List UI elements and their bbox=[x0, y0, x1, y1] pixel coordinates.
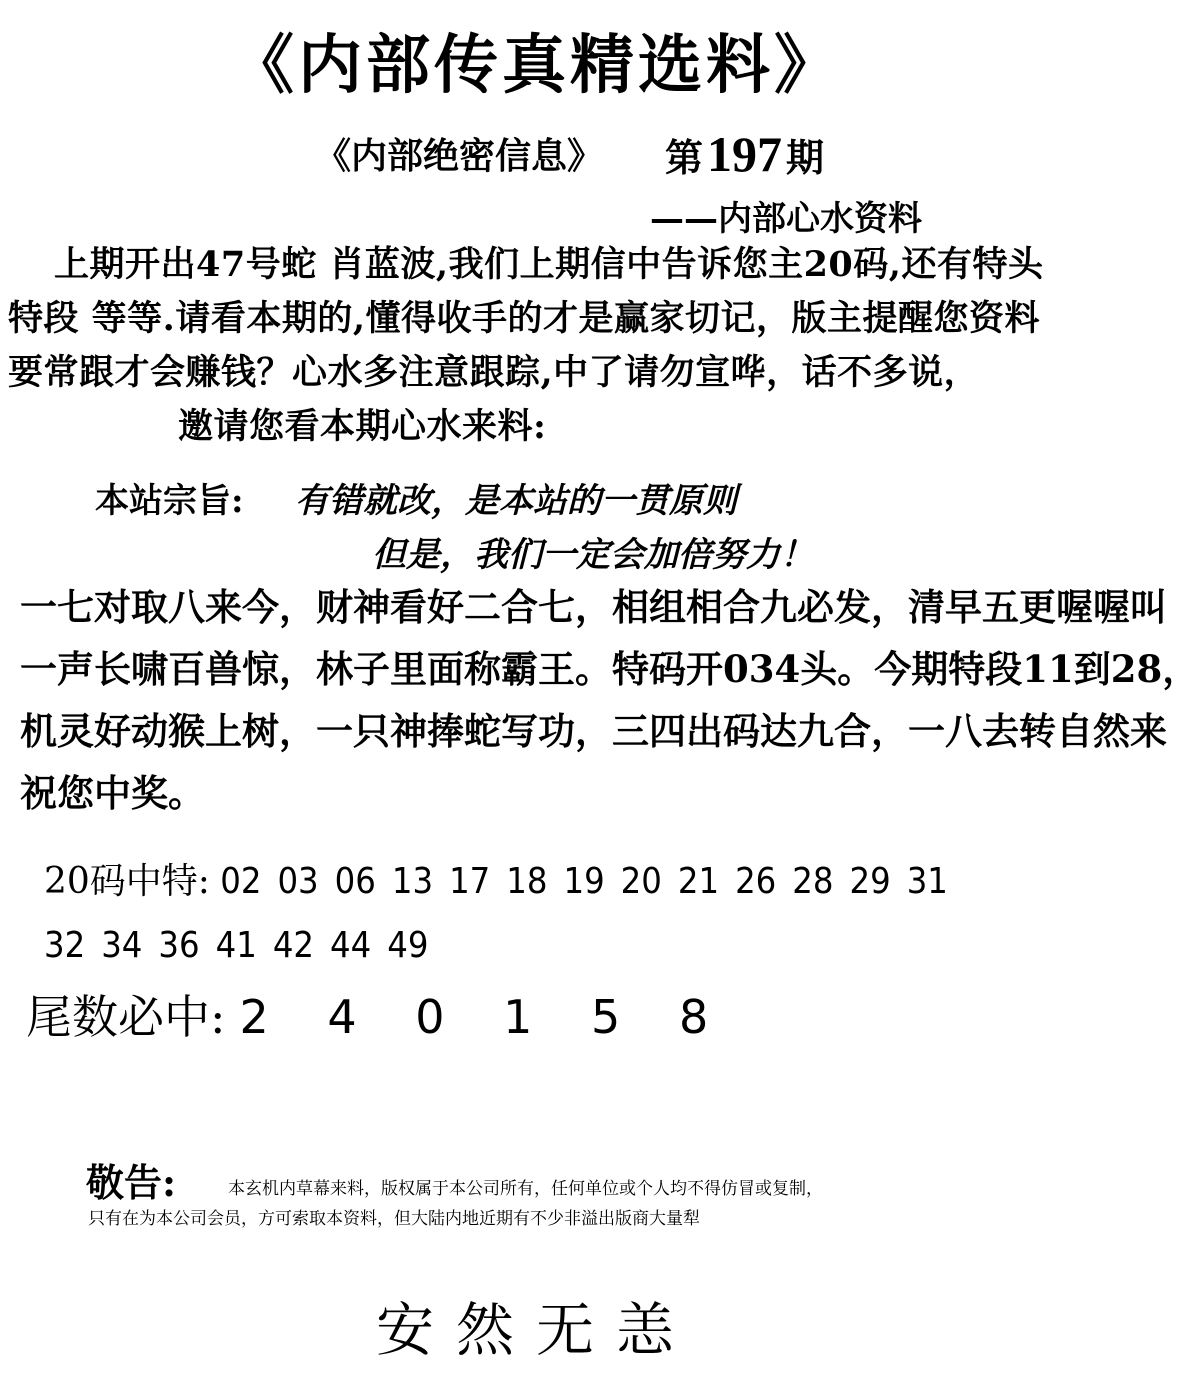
motto-line-1: 有错就改，是本站的一贯原则 bbox=[295, 481, 737, 521]
number-cell: 26 bbox=[735, 861, 777, 902]
notice-label: 敬告: bbox=[86, 1160, 177, 1205]
motto-label: 本站宗旨: bbox=[95, 481, 244, 521]
number-cell: 28 bbox=[792, 861, 834, 902]
tail-label: 尾数必中: bbox=[26, 990, 226, 1044]
issue-prefix: 第 bbox=[665, 135, 704, 180]
number-cell: 17 bbox=[449, 861, 491, 902]
number-cell: 32 bbox=[44, 925, 86, 966]
number-cell: 34 bbox=[101, 925, 143, 966]
number-cell: 49 bbox=[387, 925, 429, 966]
number-cell: 06 bbox=[334, 861, 376, 902]
number-cell: 03 bbox=[277, 861, 319, 902]
tail-digits: 2 4 0 1 5 8 bbox=[239, 990, 731, 1044]
number-cell: 19 bbox=[563, 861, 605, 902]
numbers-row-1 bbox=[44, 850, 1054, 914]
footer-text: 安然无恙 bbox=[375, 1296, 696, 1364]
number-cell: 36 bbox=[158, 925, 200, 966]
numbers-row-2 bbox=[44, 914, 1054, 978]
notice-line-2: 只有在为本公司会员，方可索取本资料，但大陆内地近期有不少非溢出版商大量犁 bbox=[88, 1209, 700, 1229]
number-cell: 42 bbox=[272, 925, 315, 966]
intro-invite: 邀请您看本期心水来料: bbox=[178, 406, 547, 447]
tail-digits-row bbox=[26, 985, 730, 1049]
number-cell: 31 bbox=[906, 861, 948, 902]
number-cell: 02 bbox=[220, 861, 262, 902]
number-cell: 20 bbox=[620, 861, 662, 902]
motto-line-2: 但是，我们一定会加倍努力！ bbox=[372, 535, 814, 575]
subtitle: 《内部绝密信息》 bbox=[315, 135, 604, 177]
issue-suffix: 期 bbox=[786, 135, 825, 180]
twenty-numbers-block bbox=[44, 850, 1054, 978]
number-cell: 29 bbox=[849, 861, 891, 902]
number-cell: 13 bbox=[391, 861, 434, 902]
poem-block bbox=[20, 576, 1199, 824]
intro-paragraph bbox=[8, 238, 1066, 454]
poem-line: 机灵好动猴上树，一只神捧蛇写功，三四出码达九合，一八去转自然来 bbox=[20, 709, 1167, 753]
issue-label bbox=[665, 124, 824, 188]
numbers-label: 20码中特: bbox=[44, 861, 210, 902]
number-cell: 44 bbox=[330, 925, 372, 966]
poem-line: 祝您中奖。 bbox=[20, 771, 205, 815]
number-cell: 21 bbox=[677, 861, 720, 902]
number-cell: 18 bbox=[506, 861, 548, 902]
number-cell: 41 bbox=[215, 925, 257, 966]
poem-line: 一声长啸百兽惊，林子里面称霸王。特码开034头。今期特段11到28， bbox=[20, 647, 1199, 691]
intro-text: 上期开出47号蛇 肖蓝波,我们上期信中告诉您主20码,还有特头 特段 等等.请看本期的,懂得收手的才是赢家切记，版主提醒您资料要常跟才会赚钱？心水多注意跟踪,中了请勿宣哗，话不多说， bbox=[8, 244, 1044, 393]
poem-line: 一七对取八来今，财神看好二合七，相组相合九必发，清早五更喔喔叫 bbox=[20, 585, 1167, 629]
issue-number: 197 bbox=[707, 126, 783, 182]
page-title: 《内部传真精选料》 bbox=[230, 28, 842, 103]
notice-line-1: 本玄机内草幕来料，版权属于本公司所有，任何单位或个人均不得仿冒或复制， bbox=[228, 1179, 823, 1199]
source-note: ——内部心水资料 bbox=[650, 199, 922, 239]
